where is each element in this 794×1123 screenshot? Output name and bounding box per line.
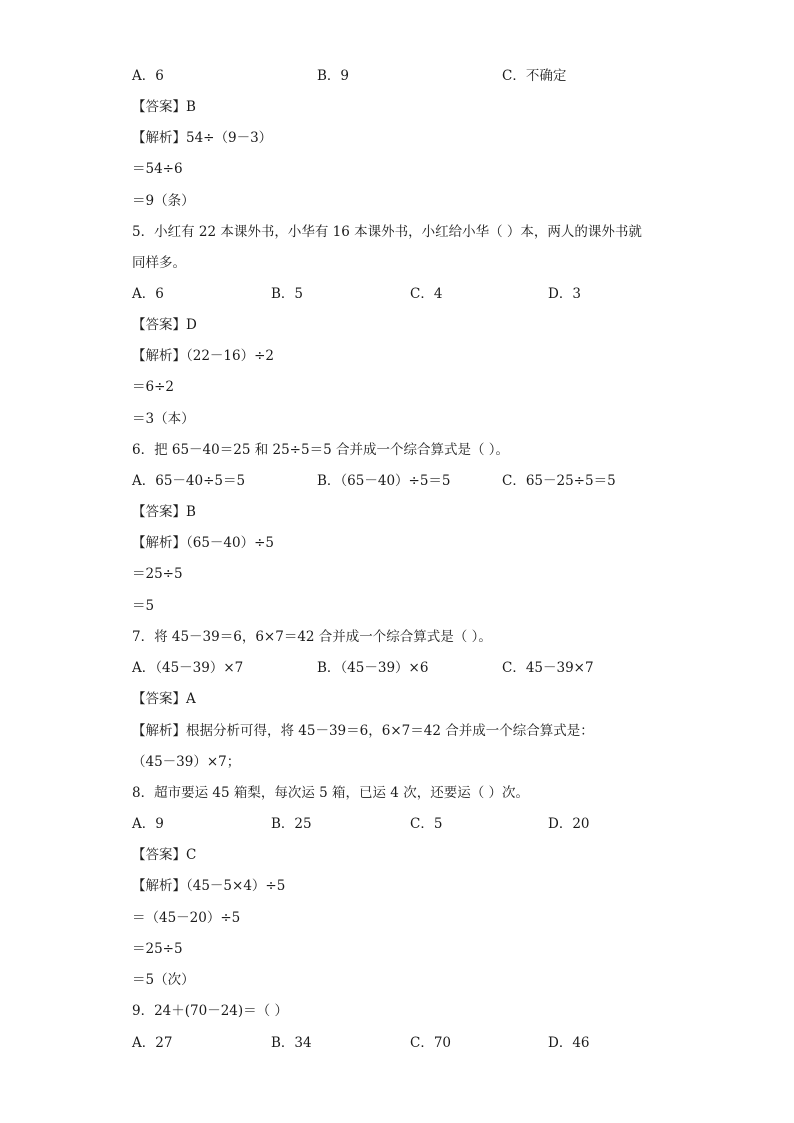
q4-answer: 【答案】B xyxy=(132,99,196,115)
q4-analysis-line-1: 【解析】54÷（9－3） xyxy=(132,130,273,146)
q6-option-c: C．65－25÷5＝5 xyxy=(502,473,616,489)
q4-option-a: A．6 xyxy=(132,68,164,84)
q8-stem: 8．超市要运 45 箱梨，每次运 5 箱，已运 4 次，还要运（ ）次。 xyxy=(132,785,529,801)
q4-analysis-line-2: ＝54÷6 xyxy=(132,161,183,177)
q6-analysis-line-2: ＝25÷5 xyxy=(132,566,183,582)
q8-option-b: B．25 xyxy=(271,816,312,832)
q6-option-a: A．65－40÷5＝5 xyxy=(132,473,246,489)
q8-option-c: C．5 xyxy=(410,816,443,832)
q9-option-b: B．34 xyxy=(271,1035,312,1051)
q5-option-b: B．5 xyxy=(271,286,304,302)
q5-option-d: D．3 xyxy=(548,286,581,302)
q8-analysis-line-3: ＝25÷5 xyxy=(132,941,183,957)
q8-answer: 【答案】C xyxy=(132,847,197,863)
q9-option-d: D．46 xyxy=(548,1035,590,1051)
q5-analysis-line-2: ＝6÷2 xyxy=(132,379,174,395)
q7-option-b: B．（45－39）×6 xyxy=(317,660,429,676)
q6-analysis-line-3: ＝5 xyxy=(132,598,155,614)
q4-analysis-line-3: ＝9（条） xyxy=(132,193,195,209)
q7-answer: 【答案】A xyxy=(132,691,196,707)
q7-stem: 7．将 45－39＝6，6×7＝42 合并成一个综合算式是（ ）。 xyxy=(132,629,492,645)
q5-answer: 【答案】D xyxy=(132,317,197,333)
q5-option-a: A．6 xyxy=(132,286,164,302)
q6-stem: 6．把 65－40＝25 和 25÷5＝5 合并成一个综合算式是（ ）。 xyxy=(132,442,509,458)
q9-stem: 9．24＋(70－24)＝（ ） xyxy=(132,1003,288,1019)
q9-option-a: A．27 xyxy=(132,1035,173,1051)
q8-analysis-line-1: 【解析】（45－5×4）÷5 xyxy=(132,878,286,894)
q5-stem-line-1: 5．小红有 22 本课外书，小华有 16 本课外书，小红给小华（ ）本，两人的课外书就 xyxy=(132,224,642,240)
q7-option-c: C．45－39×7 xyxy=(502,660,594,676)
q6-answer: 【答案】B xyxy=(132,504,196,520)
q5-stem-line-2: 同样多。 xyxy=(132,255,186,271)
q9-option-c: C．70 xyxy=(410,1035,452,1051)
q5-analysis-line-1: 【解析】（22－16）÷2 xyxy=(132,348,275,364)
q8-option-a: A．9 xyxy=(132,816,164,832)
q7-analysis-line-1: 【解析】根据分析可得，将 45－39＝6，6×7＝42 合并成一个综合算式是： xyxy=(132,723,594,739)
q8-analysis-line-2: ＝（45－20）÷5 xyxy=(132,910,241,926)
q4-option-c: C．不确定 xyxy=(502,68,567,84)
q6-analysis-line-1: 【解析】（65－40）÷5 xyxy=(132,535,275,551)
q8-analysis-line-4: ＝5（次） xyxy=(132,972,195,988)
q7-option-a: A．（45－39）×7 xyxy=(132,660,244,676)
q4-option-b: B．9 xyxy=(317,68,350,84)
q6-option-b: B．（65－40）÷5＝5 xyxy=(317,473,451,489)
q5-option-c: C．4 xyxy=(410,286,443,302)
q7-analysis-line-2: （45－39）×7； xyxy=(132,754,241,770)
q5-analysis-line-3: ＝3（本） xyxy=(132,411,195,427)
q8-option-d: D．20 xyxy=(548,816,590,832)
